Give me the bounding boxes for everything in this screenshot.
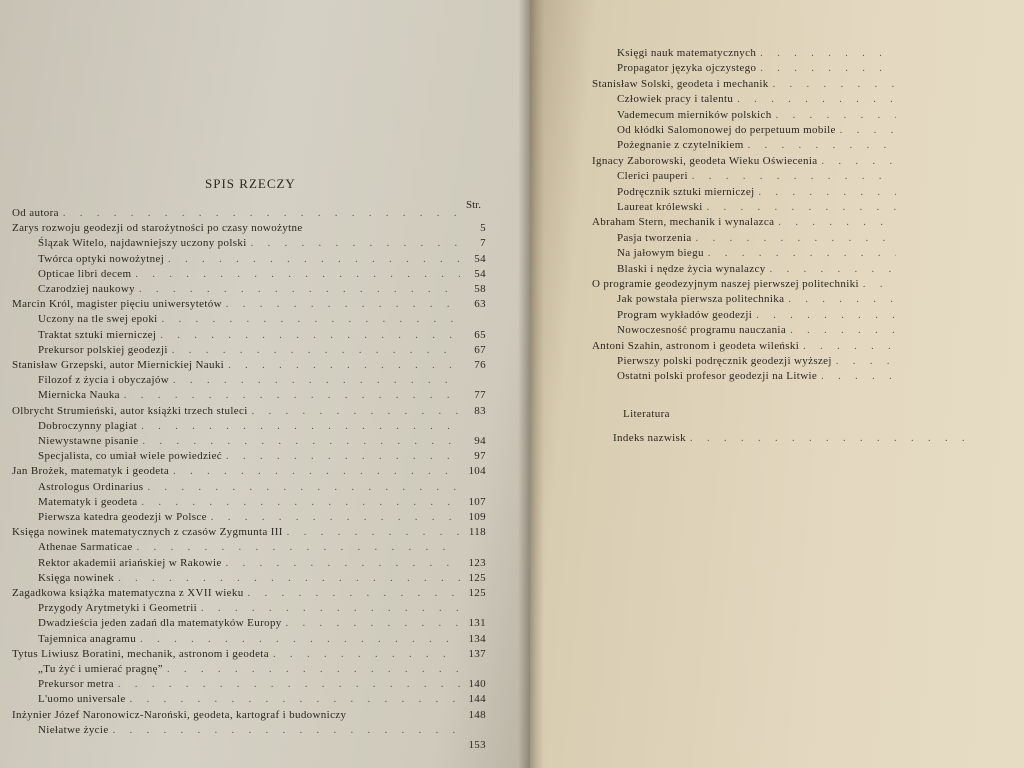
toc-entry-page: 131: [468, 617, 486, 630]
toc-entry-title: Vademecum mierników polskich: [617, 108, 772, 121]
dot-leader: [251, 237, 460, 251]
toc-entry-title: Niewystawne pisanie: [38, 435, 139, 447]
toc-entry: [12, 358, 486, 373]
toc-entry: [617, 246, 922, 261]
dot-leader: [760, 47, 896, 61]
toc-entry-page: 104: [468, 465, 486, 478]
dot-leader: [160, 329, 460, 343]
dot-leader: [770, 263, 896, 277]
toc-entry: [617, 123, 922, 138]
toc-entry: [38, 449, 486, 464]
toc-entry-page: 123: [468, 556, 486, 569]
toc-entry: [38, 282, 486, 297]
dot-leader: [168, 253, 460, 267]
toc-entry-title: Tajemnica anagramu: [38, 632, 137, 645]
toc-entry-title: Niełatwe życie: [38, 723, 109, 736]
toc-entry: [617, 323, 922, 338]
toc-entry: [38, 632, 486, 647]
toc-entry: [617, 138, 922, 153]
dot-leader: [252, 405, 460, 419]
toc-entry: [38, 236, 486, 251]
toc-entry: [592, 77, 922, 92]
toc-entry-title: Uczony na tle swej epoki: [38, 313, 158, 326]
dot-leader: [273, 648, 460, 662]
toc-entry-title: Clerici pauperi: [617, 170, 688, 183]
toc-entry-title: Pożegnanie z czytelnikiem: [617, 139, 744, 152]
toc-entry-page: 58: [474, 283, 486, 295]
toc-entry: [617, 308, 922, 323]
dot-leader: [137, 541, 460, 555]
toc-entry-title: Matematyk i geodeta: [38, 495, 138, 508]
toc-entry: [617, 292, 922, 307]
toc-entry: [617, 185, 922, 200]
toc-entry-title: „Tu żyć i umierać pragnę”: [38, 663, 164, 675]
toc-entry-page: 153: [468, 739, 486, 751]
toc-entry-title: Propagator języka ojczystego: [617, 62, 757, 75]
toc-entry: [617, 61, 922, 76]
toc-entry-page: 76: [474, 359, 486, 371]
dot-leader: [140, 633, 460, 647]
toc-entry-title: Od autora: [12, 207, 59, 219]
dot-leader: [226, 298, 460, 312]
dot-leader: [173, 465, 460, 479]
toc-entry-title: Zagadkowa książka matematyczna z XVII wieku: [12, 587, 244, 599]
toc-entry-title: Dobroczynny plagiat: [38, 419, 138, 432]
toc-entry: [592, 277, 922, 292]
toc-entry-page: 109: [468, 511, 486, 523]
toc-entry-title: Specjalista, co umiał wiele powiedzieć: [38, 450, 223, 463]
toc-entry: [38, 556, 486, 571]
dot-leader: [287, 526, 460, 540]
toc-entry: [38, 343, 486, 358]
toc-entry-title: Ostatni polski profesor geodezji na Litwie: [617, 370, 818, 383]
toc-entry: [38, 510, 486, 525]
toc-entry-title: Jak powstała pierwsza politechnika: [617, 293, 785, 306]
toc-entry: [12, 404, 486, 419]
toc-entry-page: 134: [468, 632, 486, 645]
toc-entry-title: Księga nowinek matematycznych z czasów Zygmunta III: [12, 526, 283, 539]
toc-entry-page: 144: [468, 693, 486, 706]
toc-entry-title: Człowiek pracy i talentu: [617, 93, 734, 106]
toc-entry-page: 140: [468, 678, 486, 691]
toc-entry-title: Nowoczesność programu nauczania: [617, 324, 787, 337]
dot-leader: [707, 201, 896, 215]
dot-leader: [248, 587, 460, 601]
toc-entry-title: Czarodziej naukowy: [38, 283, 136, 295]
dot-leader: [167, 663, 460, 677]
toc-entry: [12, 206, 486, 221]
toc-entry-title: Stanisław Solski, geodeta i mechanik: [592, 77, 769, 90]
right-page: [530, 0, 1024, 768]
toc-entry-title: Prekursor polskiej geodezji: [38, 343, 168, 356]
toc-entry: [38, 373, 486, 388]
toc-entry-title: Tytus Liwiusz Boratini, mechanik, astronom i geodeta: [12, 647, 269, 660]
dot-leader: [863, 278, 896, 292]
toc-entry: [38, 312, 486, 327]
toc-entry: [12, 297, 486, 312]
toc-entry-title: Twórca optyki nowożytnej: [38, 252, 165, 265]
dot-leader: [162, 313, 460, 327]
toc-entry: [38, 692, 486, 707]
toc-entry-title: Pasja tworzenia: [617, 231, 692, 244]
toc-entry-title: Athenae Sarmaticae: [38, 541, 133, 554]
dot-leader: [135, 268, 460, 282]
toc-entry-title: Ignacy Zaborowski, geodeta Wieku Oświecenia: [592, 154, 818, 167]
toc-entry-title: Traktat sztuki mierniczej: [38, 328, 157, 341]
toc-entry-title: Marcin Król, magister pięciu uniwersytetów: [12, 298, 222, 311]
toc-entry-page: 125: [468, 571, 486, 584]
dot-leader: [778, 216, 896, 230]
dot-leader: [142, 435, 460, 449]
toc-entry: [38, 328, 486, 343]
toc-entry-title: Filozof z życia i obyczajów: [38, 374, 170, 387]
toc-entry-title: Antoni Szahin, astronom i geodeta wileński: [592, 339, 800, 352]
toc-entry-page: 63: [474, 298, 486, 311]
toc-entry-title: Księga nowinek: [38, 571, 115, 584]
toc-entry: [38, 388, 486, 403]
toc-entry: [617, 231, 922, 246]
toc-entry-page: 97: [474, 450, 486, 463]
toc-entry-page: 67: [474, 343, 486, 356]
toc-entry-page: 54: [474, 267, 486, 280]
toc-entry-page: 5: [480, 222, 486, 235]
dot-leader: [696, 232, 896, 246]
dot-leader: [118, 678, 460, 692]
toc-entry: [617, 169, 922, 184]
toc-entry-page: 107: [468, 495, 486, 508]
dot-leader: [118, 572, 460, 586]
toc-entry: [38, 434, 486, 449]
dot-leader: [773, 78, 896, 92]
dot-leader: [758, 186, 896, 200]
toc-entry: [12, 221, 486, 236]
toc-entry: [38, 267, 486, 282]
toc-entry-title: Pierwszy polski podręcznik geodezji wyższej: [617, 355, 832, 367]
toc-entry-page: 83: [474, 404, 486, 417]
dot-leader: [139, 283, 460, 297]
dot-leader: [226, 450, 460, 464]
toc-entry-title: Jan Brożek, matematyk i geodeta: [12, 465, 170, 478]
toc-entry: [617, 92, 922, 107]
dot-leader: [788, 293, 896, 307]
toc-entry: [38, 677, 486, 692]
toc-entry: [38, 495, 486, 510]
toc-entry-page: 94: [474, 435, 486, 447]
toc-entry: [592, 339, 922, 354]
toc-entry: [12, 586, 486, 601]
dot-leader: [63, 207, 460, 221]
toc-entry: [617, 46, 922, 61]
toc-entry-title: Przygody Arytmetyki i Geometrii: [38, 602, 198, 615]
dot-leader: [124, 389, 460, 403]
dot-leader: [790, 324, 896, 338]
toc-entry-title: Dwadzieścia jeden zadań dla matematyków Europy: [38, 617, 282, 630]
toc-entry-page: 148: [468, 708, 486, 721]
dot-leader: [737, 93, 896, 107]
dot-leader: [708, 247, 896, 261]
dot-leader: [147, 481, 460, 495]
toc-entry-page: 65: [474, 328, 486, 341]
toc-entry-title: Podręcznik sztuki mierniczej: [617, 185, 755, 198]
dot-leader: [840, 124, 896, 138]
toc-entry-title: Ślązak Witelo, najdawniejszy uczony polski: [38, 237, 247, 250]
dot-leader: [142, 496, 460, 510]
toc-entry: [617, 108, 922, 123]
toc-entry: [12, 464, 486, 479]
toc-entry: [38, 419, 486, 434]
dot-leader: [141, 420, 460, 434]
toc-entry-page: 137: [468, 647, 486, 660]
toc-entry-title: Astrologus Ordinarius: [38, 480, 144, 493]
literature-label: Literatura: [623, 408, 670, 420]
dot-leader: [760, 62, 896, 76]
toc-entry-page: 77: [474, 389, 486, 402]
dot-leader: [173, 374, 460, 388]
toc-entry-title: Inżynier Józef Naronowicz-Naroński, geodeta, kartograf i budowniczy: [12, 708, 347, 721]
toc-entry-page: 54: [474, 252, 486, 265]
toc-entry: [38, 480, 486, 495]
toc-entry: [38, 540, 486, 555]
toc-entry-title: Blaski i nędze życia wynalazcy: [617, 262, 766, 275]
toc-entry: [617, 262, 922, 277]
toc-entry-title: Księgi nauk matematycznych: [617, 47, 757, 59]
dot-leader: [130, 693, 460, 707]
toc-entry: [38, 616, 486, 631]
dot-leader: [803, 340, 896, 354]
dot-leader: [226, 557, 460, 571]
toc-entry-title: Prekursor metra: [38, 678, 114, 691]
dot-leader: [113, 724, 460, 738]
toc-entry: [617, 369, 922, 384]
toc-entry-title: Olbrycht Strumieński, autor książki trzech stuleci: [12, 404, 248, 417]
dot-leader: [692, 170, 896, 184]
toc-entry-title: Program wykładów geodezji: [617, 308, 753, 321]
toc-entry-title: O programie geodezyjnym naszej pierwszej politechniki: [592, 278, 859, 290]
toc-entry-title: Pierwsza katedra geodezji w Polsce: [38, 511, 207, 523]
toc-entry: [12, 647, 486, 662]
toc-entry-title: Opticae libri decem: [38, 267, 132, 280]
toc-entry: [592, 154, 922, 169]
toc-entry-title: Od kłódki Salomonowej do perpetuum mobile: [617, 124, 836, 136]
dot-leader: [286, 617, 460, 631]
toc-entry-title: Miernicka Nauka: [38, 389, 120, 402]
dot-leader: [172, 344, 460, 358]
toc-entry-page: 118: [468, 526, 486, 539]
toc-entry: [592, 215, 922, 230]
page-column-label: Str.: [466, 199, 481, 211]
toc-entry: [38, 662, 486, 677]
toc-entry: [617, 354, 922, 369]
toc-entry-title: Rektor akademii ariańskiej w Rakowie: [38, 556, 222, 569]
toc-entry-title: Laureat królewski: [617, 201, 703, 213]
dot-leader: [211, 511, 460, 525]
toc-entry-title: Zarys rozwoju geodezji od starożytności po czasy nowożytne: [12, 222, 303, 235]
toc-entry: [38, 738, 486, 753]
dot-leader: [748, 139, 896, 153]
dot-leader: [776, 109, 896, 123]
toc-entry: [12, 708, 486, 723]
toc-entry: [38, 723, 486, 738]
dot-leader: [201, 602, 460, 616]
toc-entry: [12, 525, 486, 540]
toc-entry: [38, 252, 486, 267]
index-entry: Indeks nazwisk . . .: [613, 431, 973, 446]
dot-leader: [821, 370, 896, 384]
dot-leader: [228, 359, 460, 373]
dot-leader: [821, 155, 896, 169]
toc-entry-title: L'uomo universale: [38, 693, 126, 706]
toc-entry-page: 7: [480, 237, 486, 250]
toc-entry-title: Stanisław Grzepski, autor Miernickiej Nauki: [12, 359, 225, 371]
dot-leader: [836, 355, 896, 369]
toc-entry-title: Na jałowym biegu: [617, 247, 704, 260]
dot-leader: [756, 309, 896, 323]
toc-entry: [38, 571, 486, 586]
toc-entry-page: 125: [468, 587, 486, 599]
toc-entry: [38, 601, 486, 616]
book-gutter: [518, 0, 544, 768]
toc-entry: [617, 200, 922, 215]
toc-heading: SPIS RZECZY: [205, 176, 296, 191]
toc-entry-title: Abraham Stern, mechanik i wynalazca: [592, 216, 775, 229]
